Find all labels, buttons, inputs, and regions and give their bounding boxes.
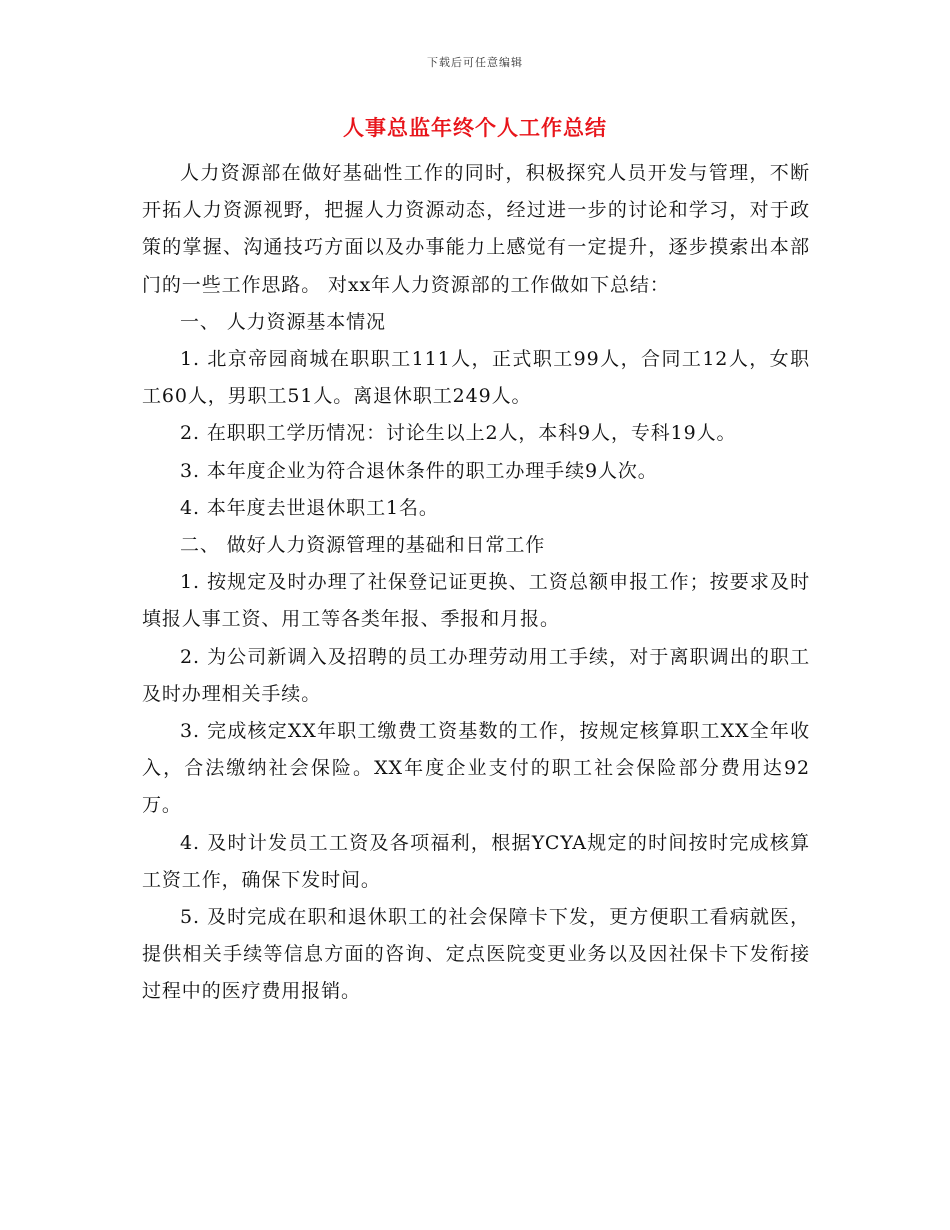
section-1-item-2: 2. 在职职工学历情况：讨论生以上2人，本科9人，专科19人。	[180, 422, 737, 445]
header-note: 下载后可任意编辑	[427, 56, 523, 69]
section-1-item-1: 1. 北京帝园商城在职职工111人，正式职工99人，合同工12人，女职工60人，男职工51人。离退休职工249人。	[142, 348, 810, 408]
section-2-item-1: 1. 按规定及时办理了社保登记证更换、工资总额申报工作；按要求及时填报人事工资、用工等各类年报、季报和月报。	[142, 571, 810, 631]
section-1-item-4: 4. 本年度去世退休职工1名。	[180, 496, 439, 519]
intro-paragraph: 人力资源部在做好基础性工作的同时，积极探究人员开发与管理，不断开拓人力资源视野，把握人力资源动态，经过进一步的讨论和学习，对于政策的掌握、沟通技巧方面以及办事能力上感觉有一定提升，逐步摸索出本部门的一些工作思路。 对xx年人力资源部的工作做如下总结：	[142, 162, 810, 296]
section-1-item-3: 3. 本年度企业为符合退休条件的职工办理手续9人次。	[180, 459, 658, 482]
document-body	[142, 155, 810, 1011]
section-2-item-5: 5. 及时完成在职和退休职工的社会保障卡下发，更方便职工看病就医，提供相关手续等信息方面的咨询、定点医院变更业务以及因社保卡下发衔接过程中的医疗费用报销。	[142, 906, 810, 1003]
section-heading-1: 一、 人力资源基本情况	[180, 310, 386, 333]
section-2-item-4: 4. 及时计发员工工资及各项福利，根据YCYA规定的时间按时完成核算工资工作，确保下发时间。	[142, 831, 810, 891]
section-2-item-3: 3. 完成核定XX年职工缴费工资基数的工作，按规定核算职工XX全年收入，合法缴纳社会保险。XX年度企业支付的职工社会保险部分费用达92万。	[142, 720, 810, 817]
section-heading-2: 二、 做好人力资源管理的基础和日常工作	[180, 534, 546, 557]
document-title: 人事总监年终个人工作总结	[343, 115, 607, 140]
section-2-item-2: 2. 为公司新调入及招聘的员工办理劳动用工手续，对于离职调出的职工及时办理相关手续。	[142, 645, 810, 705]
